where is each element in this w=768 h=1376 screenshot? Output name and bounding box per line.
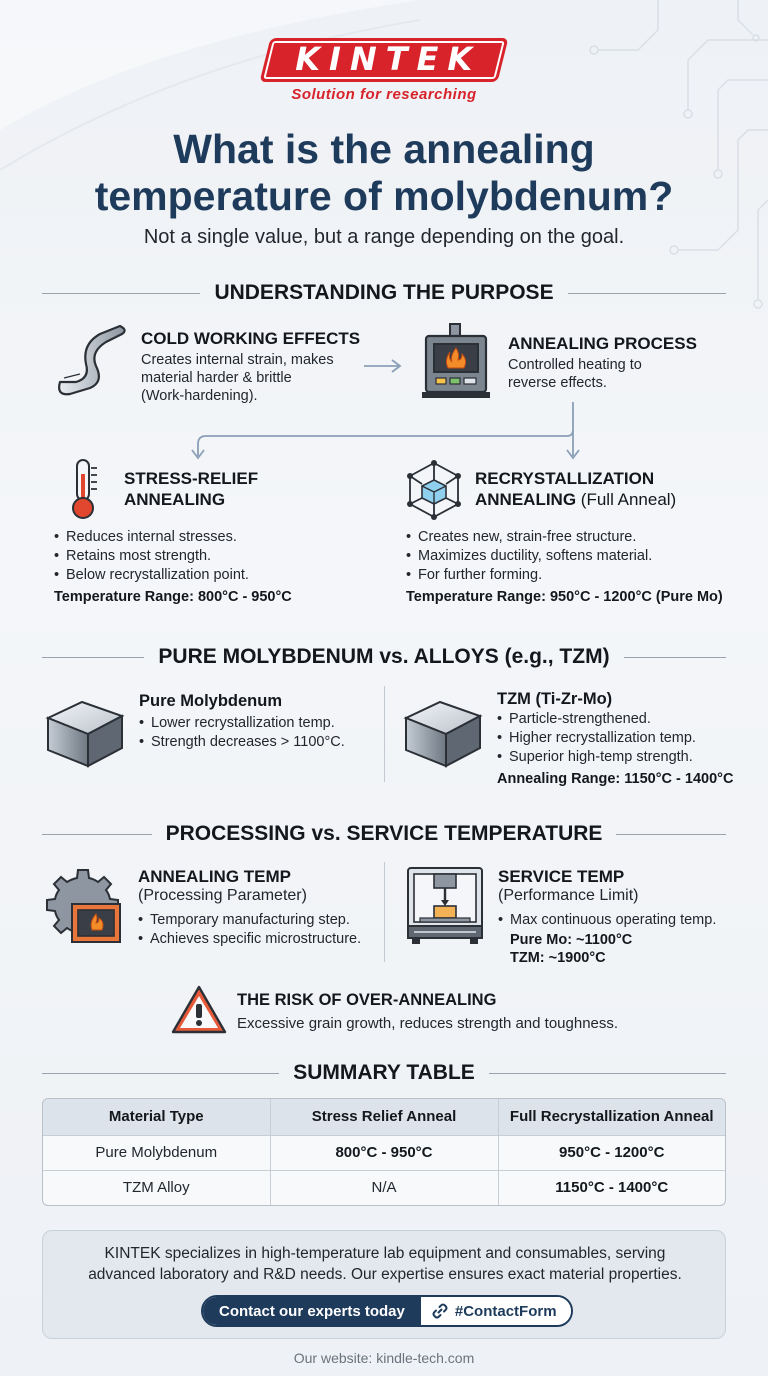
arrow-right-icon: [362, 358, 404, 374]
recrystallization-bullets: [406, 528, 652, 585]
brand-tagline: Solution for researching: [291, 86, 477, 103]
website-link[interactable]: Our website: kindle-tech.com: [293, 1350, 475, 1366]
list-item: • Higher recrystallization temp.: [497, 729, 696, 748]
pure-molybdenum-bullets: [139, 714, 345, 752]
table-cell: N/A: [270, 1170, 498, 1205]
list-item: • Achieves specific microstructure.: [138, 930, 361, 949]
stress-relief-title: STRESS-RELIEF ANNEALING: [124, 469, 259, 509]
list-item: • Temporary manufacturing step.: [138, 911, 361, 930]
list-item: • Creates new, strain-free structure.: [406, 528, 652, 547]
bent-metal-bar-icon: [50, 322, 130, 400]
risk-text: Excessive grain growth, reduces strength and toughness.: [237, 1015, 619, 1032]
table-cell: 800°C - 950°C: [270, 1135, 498, 1170]
risk-title: THE RISK OF OVER-ANNEALING: [237, 991, 497, 1009]
list-item: • Strength decreases > 1100°C.: [139, 733, 345, 752]
pure-molybdenum-title: Pure Molybdenum: [139, 692, 283, 710]
furnace-icon: [420, 322, 494, 400]
list-item: • Max continuous operating temp.: [498, 911, 716, 930]
stress-relief-bullets: [54, 528, 249, 585]
list-item: • Below recrystallization point.: [54, 566, 249, 585]
section-heading-alloys: PURE MOLYBDENUM vs. ALLOYS (e.g., TZM): [42, 644, 726, 670]
thermometer-icon: [66, 458, 102, 520]
annealing-temp-subtitle: (Processing Parameter): [138, 887, 307, 904]
column-header: Full Recrystallization Anneal: [498, 1099, 725, 1135]
recrystallization-title: RECRYSTALLIZATION ANNEALING (Full Anneal): [475, 469, 677, 509]
recrystallization-range: Temperature Range: 950°C - 1200°C (Pure Mo): [406, 589, 723, 605]
table-header-row: [43, 1099, 725, 1135]
brand-header: [0, 38, 768, 103]
tzm-title: TZM (Ti-Zr-Mo): [497, 690, 613, 708]
annealing-process-text: Controlled heating to reverse effects.: [508, 357, 642, 391]
annealing-temp-title: ANNEALING TEMP: [138, 867, 291, 886]
column-divider: [384, 862, 385, 962]
table-cell: TZM Alloy: [43, 1170, 270, 1205]
metal-block-icon: [402, 694, 484, 770]
table-cell: 950°C - 1200°C: [498, 1135, 725, 1170]
section-heading-summary: SUMMARY TABLE: [42, 1060, 726, 1086]
list-item: • Superior high-temp strength.: [497, 748, 696, 767]
column-header: Material Type: [43, 1099, 270, 1135]
kintek-logo: KINTEK: [260, 38, 509, 82]
service-temp-title: SERVICE TEMP: [498, 867, 625, 886]
crystal-lattice-icon: [404, 460, 464, 520]
table-row: [43, 1135, 725, 1170]
contact-button[interactable]: [201, 1295, 573, 1327]
table-cell: 1150°C - 1400°C: [555, 1179, 669, 1197]
metal-block-icon: [44, 694, 126, 770]
list-item: • Lower recrystallization temp.: [139, 714, 345, 733]
cold-working-title: COLD WORKING EFFECTS: [141, 329, 361, 348]
link-icon: [431, 1302, 449, 1320]
annealing-process-title: ANNEALING PROCESS: [508, 334, 697, 353]
service-temp-bullets: [498, 911, 716, 930]
cold-working-text: Creates internal strain, makes material harder & brittle (Work-hardening).: [141, 352, 334, 404]
list-item: • Particle-strengthened.: [497, 710, 696, 729]
list-item: • Maximizes ductility, softens material.: [406, 547, 652, 566]
stress-relief-range: Temperature Range: 800°C - 950°C: [54, 589, 292, 605]
contact-button-label[interactable]: Contact our experts today: [203, 1297, 421, 1325]
tzm-range: Annealing Range: 1150°C - 1400°C: [497, 771, 734, 787]
service-temp-subtitle: (Performance Limit): [498, 887, 639, 904]
column-header: Stress Relief Anneal: [270, 1099, 498, 1135]
tzm-bullets: [497, 710, 696, 767]
list-item: • Reduces internal stresses.: [54, 528, 249, 547]
section-heading-purpose: UNDERSTANDING THE PURPOSE: [42, 280, 726, 306]
machine-tool-icon: [404, 864, 486, 946]
summary-table: [42, 1098, 726, 1206]
page-subtitle: Not a single value, but a range depending on the goal.: [143, 226, 625, 248]
list-item: • Retains most strength.: [54, 547, 249, 566]
company-description: KINTEK specializes in high-temperature lab equipment and consumables, serving advanced laboratory and R&D needs. Our expertise ensures exact material properties.: [88, 1245, 682, 1283]
contact-form-link[interactable]: #ContactForm: [421, 1297, 571, 1325]
annealing-temp-bullets: [138, 911, 361, 949]
service-temp-values: Pure Mo: ~1100°C TZM: ~1900°C: [510, 932, 633, 966]
table-row: [43, 1170, 725, 1205]
warning-icon: [170, 984, 228, 1036]
section-heading-processing: PROCESSING vs. SERVICE TEMPERATURE: [42, 821, 726, 847]
gear-furnace-icon: [44, 866, 126, 946]
branch-arrows: [180, 400, 590, 462]
page-title: What is the annealing temperature of molybdenum?: [94, 126, 674, 219]
column-divider: [384, 686, 385, 782]
contact-panel: [42, 1230, 726, 1339]
table-cell: Pure Molybdenum: [43, 1135, 270, 1170]
list-item: • For further forming.: [406, 566, 652, 585]
